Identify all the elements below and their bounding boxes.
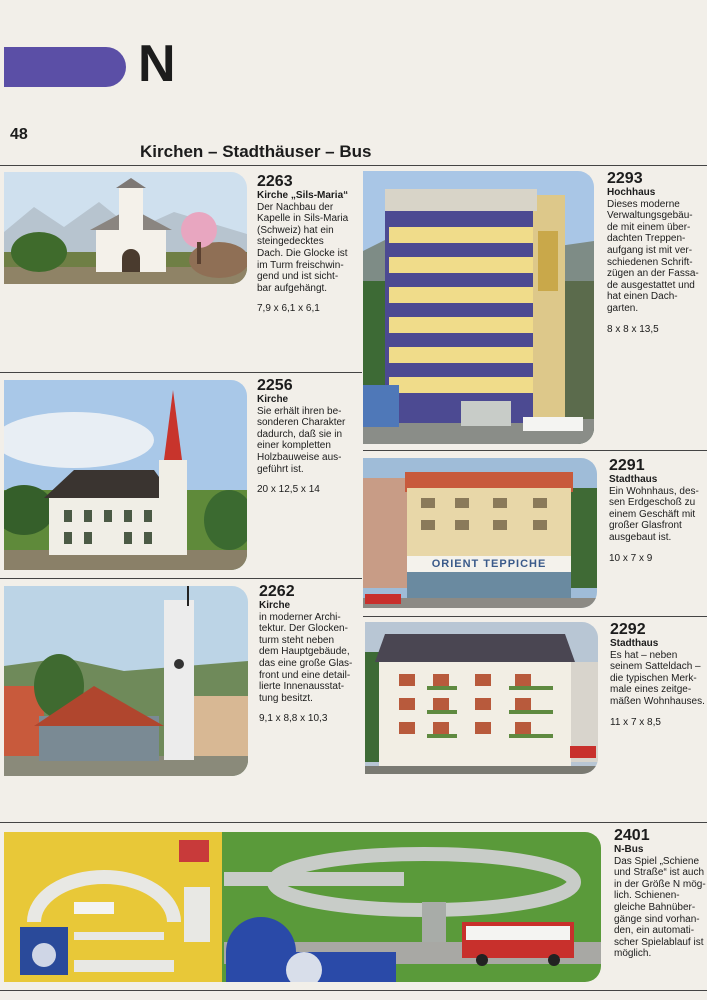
- title-rule: [0, 165, 707, 166]
- product-name: Kirche: [259, 600, 291, 611]
- product-dimensions: 10 x 7 x 9: [609, 552, 653, 564]
- entry-2256: [257, 378, 362, 496]
- product-dimensions: 7,9 x 6,1 x 6,1: [257, 303, 320, 315]
- product-name: Hochhaus: [607, 187, 656, 198]
- entry-2401: [614, 828, 707, 960]
- product-description: Das Spiel „Schiene und Straße“ ist auch in der Größe N mög- lich. Schienen- gleiche Bahnüber- gänge sind vorhan- den, ein automati- scher Spielablauf ist möglich.: [614, 855, 706, 960]
- bottom-rule: [0, 990, 707, 991]
- product-name: Stadthaus: [609, 474, 658, 485]
- product-description: in moderner Archi- tektur. Der Glocken- turm steht neben dem Hauptgebäude, das eine große Glas- front und eine detail- lierte Innenausstat- tung besitzt.: [259, 611, 353, 704]
- row-rule: [0, 578, 362, 579]
- photo-2263-chapel: [4, 172, 247, 284]
- page-number: 48: [10, 126, 28, 143]
- product-number: 2293: [607, 170, 643, 187]
- scale-letter: N: [138, 35, 176, 93]
- product-number: 2291: [609, 457, 645, 474]
- entry-2262: [259, 584, 362, 725]
- product-number: 2292: [610, 621, 646, 638]
- entry-2292: [610, 622, 707, 728]
- product-dimensions: 9,1 x 8,8 x 10,3: [259, 713, 328, 725]
- photo-2401-nbus: [4, 832, 601, 982]
- scale-bar: [4, 47, 126, 87]
- product-number: 2262: [259, 583, 295, 600]
- photo-2291-townhouse: [363, 458, 597, 608]
- product-description: Es hat – neben seinem Satteldach – die typischen Merk- male eines zeitge- mäßen Wohnhauses.: [610, 649, 705, 707]
- row-rule: [363, 450, 707, 451]
- row-rule: [0, 372, 362, 373]
- product-dimensions: 20 x 12,5 x 14: [257, 484, 320, 496]
- product-number: 2263: [257, 173, 293, 190]
- store-sign: ORIENT TEPPICHE: [431, 558, 547, 570]
- product-name: Stadthaus: [610, 638, 659, 649]
- photo-2262-modern-church: [4, 586, 248, 776]
- entry-2291: [609, 458, 707, 564]
- product-description: Sie erhält ihren be- sonderen Charakter dadurch, daß sie in einer kompletten Holzbauweise aus- geführt ist.: [257, 405, 346, 475]
- product-description: Der Nachbau der Kapelle in Sils-Maria (Schweiz) hat ein steingedecktes Dach. Die Glocke ist im Turm freischwin- gend und ist sicht- bar aufgehängt.: [257, 201, 349, 294]
- product-number: 2256: [257, 377, 293, 394]
- page-title: Kirchen – Stadthäuser – Bus: [140, 142, 372, 161]
- product-description: Dieses moderne Verwaltungsgebäu- de mit einem über- dachten Treppen- aufgang ist mit ver- schiedenen Schrift- zügen an der Fassa- de ausgestattet und hat einen Dach- garten.: [607, 198, 699, 314]
- photo-2293-highrise: [363, 171, 594, 444]
- product-name: Kirche „Sils-Maria“: [257, 190, 349, 201]
- entry-2293: [607, 171, 705, 335]
- photo-2256-church: [4, 380, 247, 570]
- product-number: 2401: [614, 827, 650, 844]
- product-dimensions: 8 x 8 x 13,5: [607, 323, 659, 335]
- product-description: Ein Wohnhaus, des- sen Erdgeschoß zu einem Geschäft mit großer Glasfront ausgebaut ist.: [609, 485, 699, 543]
- product-name: Kirche: [257, 394, 289, 405]
- entry-2263: [257, 174, 362, 315]
- product-name: N-Bus: [614, 844, 644, 855]
- photo-2292-apartment: [365, 622, 598, 774]
- section-rule: [0, 822, 707, 823]
- product-dimensions: 11 x 7 x 8,5: [610, 716, 661, 728]
- row-rule: [363, 616, 707, 617]
